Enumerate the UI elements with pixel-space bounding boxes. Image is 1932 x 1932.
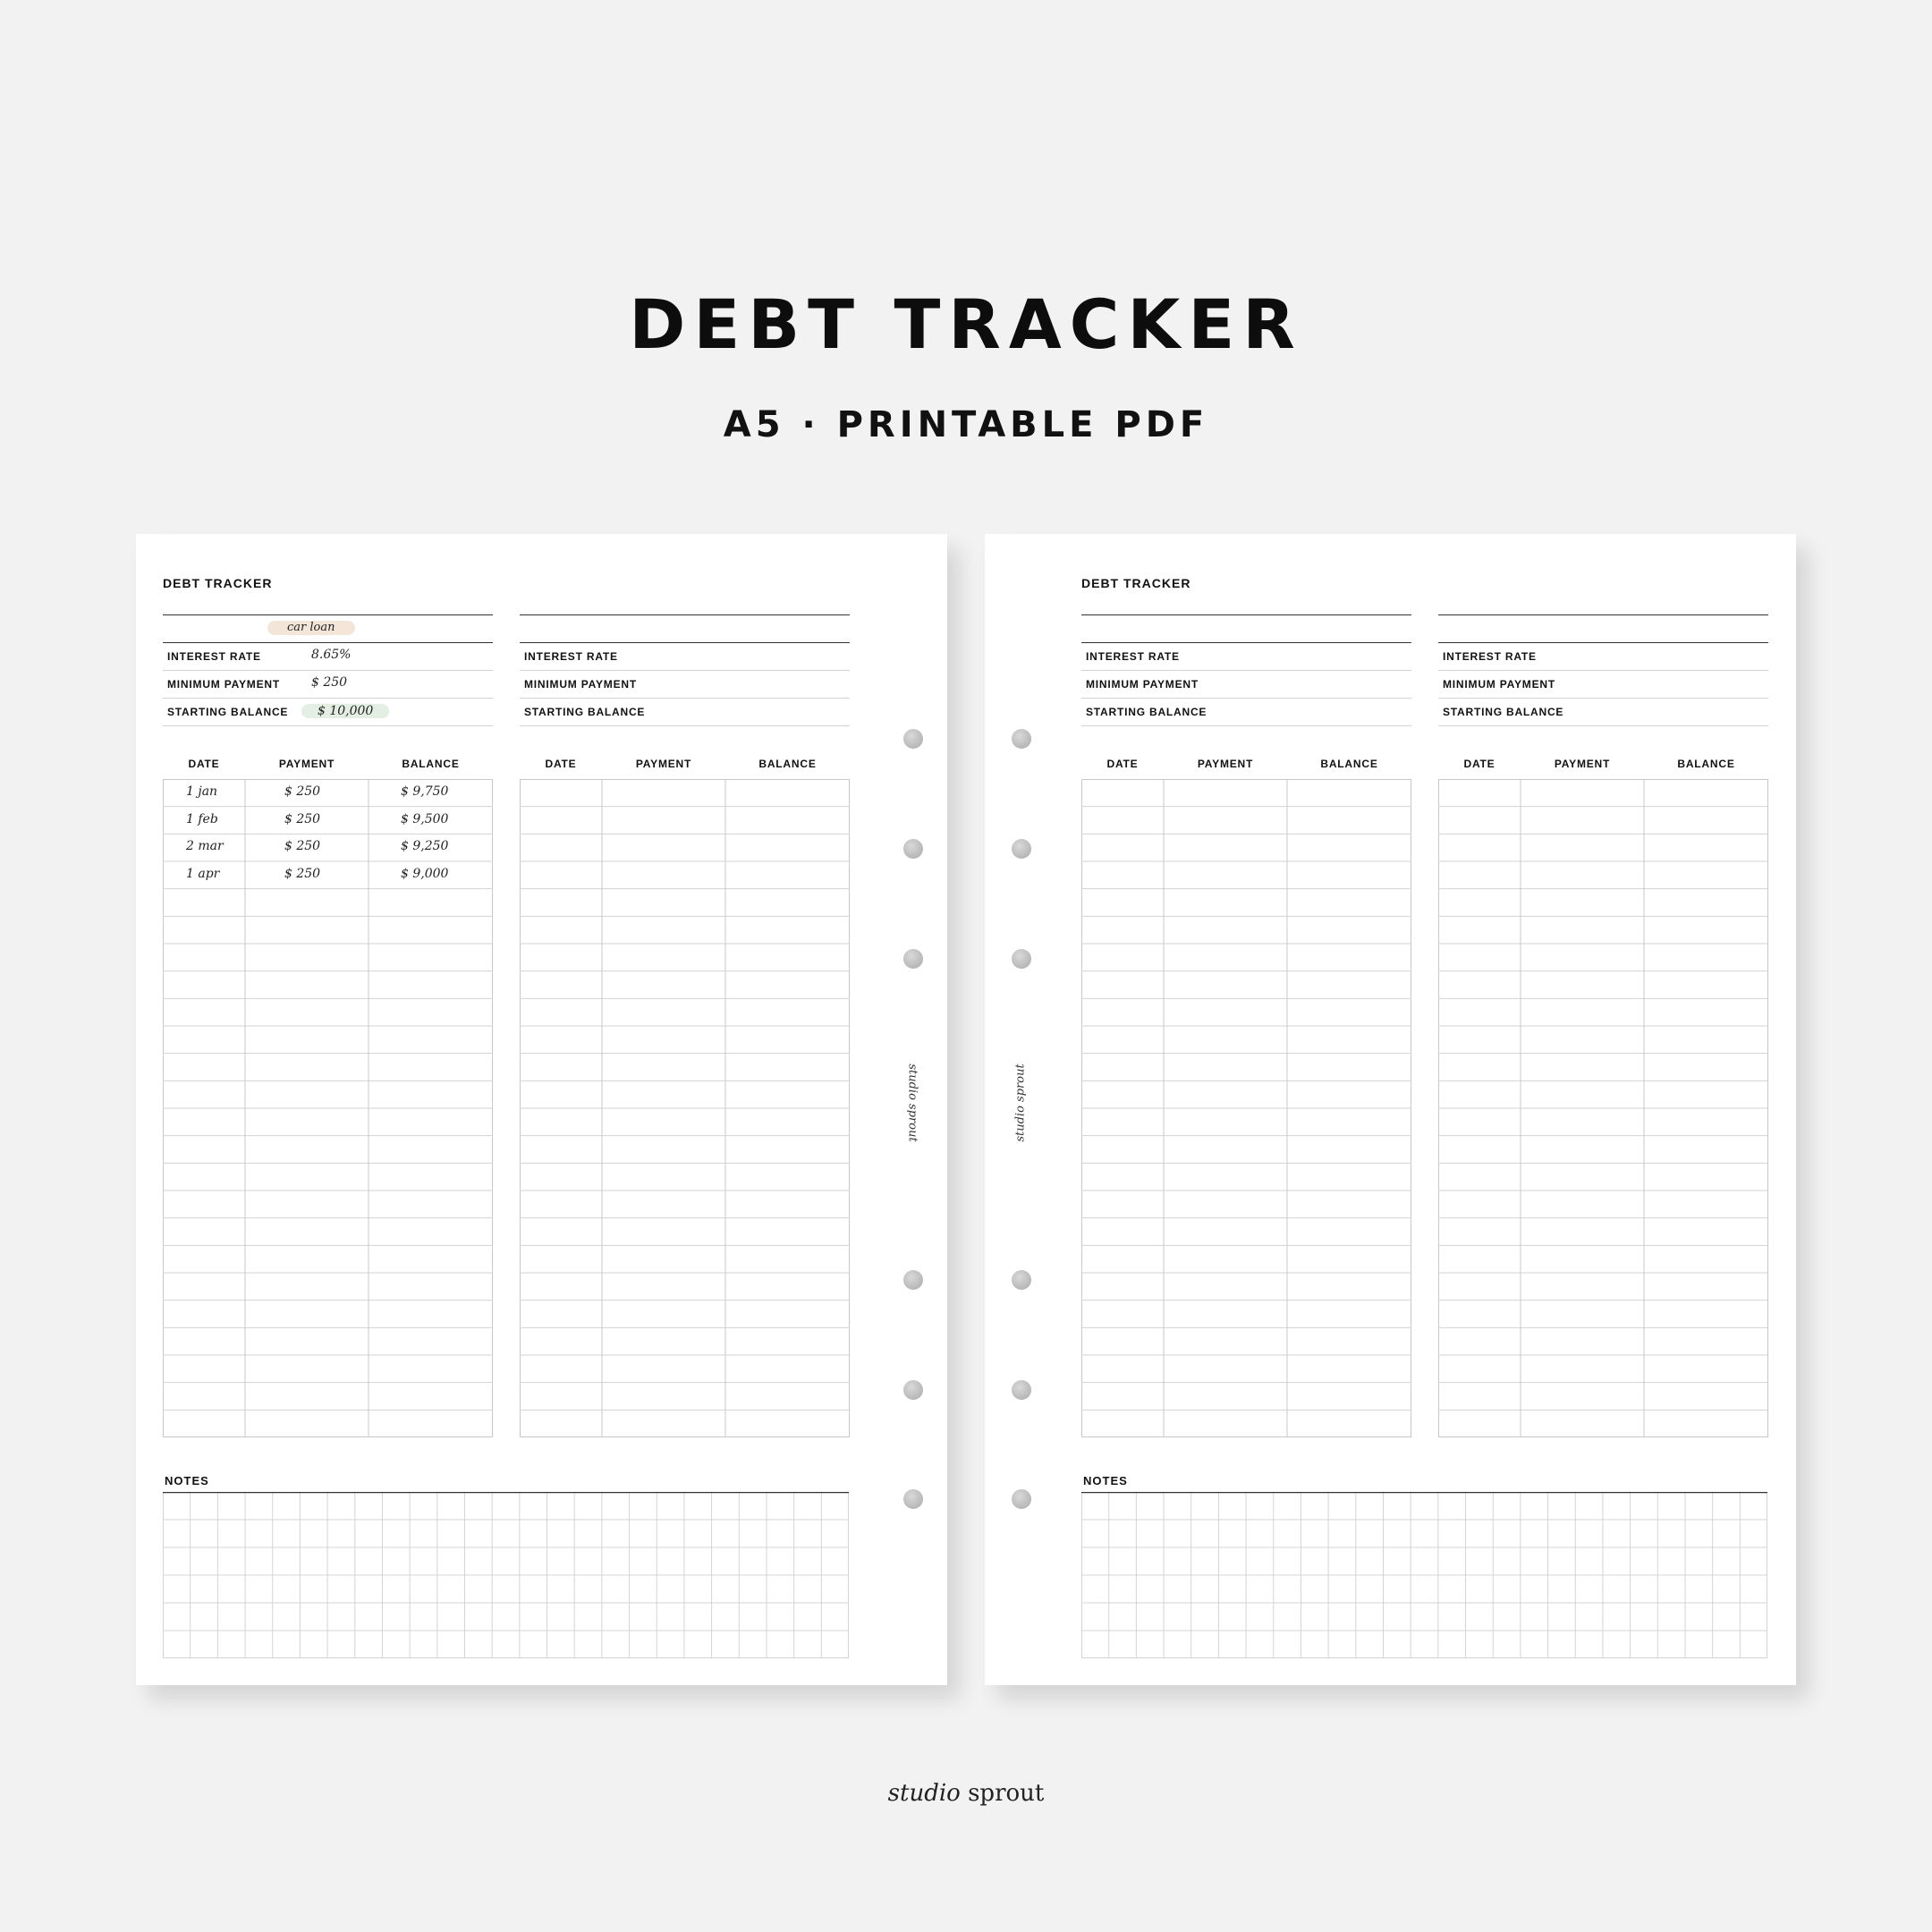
entry-payment: $ 250 [284, 784, 321, 799]
entry-balance: $ 9,500 [401, 811, 449, 826]
minimum-payment-row-label: MINIMUM PAYMENT [167, 678, 280, 691]
notes-grid[interactable] [1081, 1492, 1767, 1658]
interest-rate-row[interactable] [163, 643, 493, 671]
minimum-payment-row-value: $ 250 [311, 675, 348, 690]
entry-payment: $ 250 [284, 839, 321, 854]
column-header-date: DATE [545, 758, 577, 770]
page-title: DEBT TRACKER [163, 576, 273, 590]
column-header-date: DATE [1106, 758, 1139, 770]
entry-date: 1 apr [186, 867, 220, 881]
debt-info-block [163, 614, 493, 726]
minimum-payment-row[interactable] [520, 671, 850, 699]
entry-balance: $ 9,750 [401, 784, 449, 799]
debt-name-value: car loan [267, 621, 355, 635]
starting-balance-row-label: STARTING BALANCE [167, 706, 289, 718]
minimum-payment-row[interactable] [1081, 671, 1411, 699]
binder-hole [1012, 839, 1031, 859]
interest-rate-row-label: INTEREST RATE [1086, 650, 1180, 663]
main-title: DEBT TRACKER [629, 284, 1303, 364]
binder-hole [903, 1270, 923, 1290]
interest-rate-row-value: 8.65% [311, 648, 352, 662]
interest-rate-row[interactable] [520, 643, 850, 671]
column-header-payment: PAYMENT [278, 758, 335, 770]
column-header-date: DATE [188, 758, 220, 770]
column-header-balance: BALANCE [402, 758, 460, 770]
notes-grid-lines [163, 1492, 849, 1658]
page-left [136, 534, 947, 1685]
notes-grid-lines [1081, 1492, 1767, 1658]
starting-balance-row[interactable] [520, 699, 850, 726]
binder-hole [1012, 1380, 1031, 1400]
starting-balance-row-label: STARTING BALANCE [524, 706, 646, 718]
debt-info-block [520, 614, 850, 726]
page-right [985, 534, 1796, 1685]
binder-hole [903, 1380, 923, 1400]
binder-hole [1012, 1489, 1031, 1509]
minimum-payment-row-label: MINIMUM PAYMENT [524, 678, 637, 691]
starting-balance-row[interactable] [1081, 699, 1411, 726]
debt-name-field[interactable] [1081, 614, 1411, 643]
starting-balance-row-value: $ 10,000 [301, 704, 389, 718]
interest-rate-row[interactable] [1081, 643, 1411, 671]
tracker-table-grid [1081, 779, 1411, 1437]
brand-vertical-text: studio sprout [1013, 1063, 1028, 1142]
starting-balance-row[interactable] [163, 699, 493, 726]
minimum-payment-row[interactable] [1438, 671, 1768, 699]
entry-date: 2 mar [186, 839, 224, 854]
entry-payment: $ 250 [284, 867, 321, 881]
entry-date: 1 jan [186, 784, 218, 799]
starting-balance-row[interactable] [1438, 699, 1768, 726]
notes-label: NOTES [1083, 1474, 1128, 1487]
entry-payment: $ 250 [284, 811, 321, 826]
binder-hole [1012, 1270, 1031, 1290]
entry-balance: $ 9,250 [401, 839, 449, 854]
table-grid-lines [520, 779, 850, 1437]
tracker-table-grid [163, 779, 493, 1437]
brand-footer-italic: studio [887, 1780, 961, 1807]
binder-hole [903, 839, 923, 859]
table-column-headers [1081, 758, 1411, 775]
brand-footer-regular: sprout [968, 1780, 1045, 1807]
tracker-table-grid [1438, 779, 1768, 1437]
column-header-balance: BALANCE [758, 758, 817, 770]
binder-hole [903, 1489, 923, 1509]
debt-name-field[interactable] [1438, 614, 1768, 643]
starting-balance-row-label: STARTING BALANCE [1443, 706, 1564, 718]
table-column-headers [1438, 758, 1768, 775]
subtitle: A5 · PRINTABLE PDF [723, 404, 1209, 445]
binder-hole [1012, 729, 1031, 749]
binder-hole [903, 729, 923, 749]
entry-date: 1 feb [186, 811, 218, 826]
table-column-headers [520, 758, 850, 775]
tracker-table-grid [520, 779, 850, 1437]
starting-balance-row-label: STARTING BALANCE [1086, 706, 1208, 718]
interest-rate-row-label: INTEREST RATE [167, 650, 261, 663]
column-header-balance: BALANCE [1320, 758, 1378, 770]
column-header-payment: PAYMENT [1554, 758, 1611, 770]
notes-grid[interactable] [163, 1492, 849, 1658]
page-title: DEBT TRACKER [1081, 576, 1191, 590]
column-header-date: DATE [1463, 758, 1496, 770]
debt-name-field[interactable] [163, 614, 493, 643]
notes-label: NOTES [165, 1474, 209, 1487]
binder-hole [903, 949, 923, 969]
table-grid-lines [1081, 779, 1411, 1437]
column-header-payment: PAYMENT [635, 758, 692, 770]
brand-footer [0, 1780, 1932, 1807]
minimum-payment-row-label: MINIMUM PAYMENT [1443, 678, 1555, 691]
column-header-payment: PAYMENT [1197, 758, 1254, 770]
interest-rate-row-label: INTEREST RATE [1443, 650, 1537, 663]
table-column-headers [163, 758, 493, 775]
brand-vertical-text: studio sprout [905, 1063, 919, 1142]
entry-balance: $ 9,000 [401, 867, 449, 881]
minimum-payment-row[interactable] [163, 671, 493, 699]
table-grid-lines [1438, 779, 1768, 1437]
binder-hole [1012, 949, 1031, 969]
debt-info-block [1081, 614, 1411, 726]
interest-rate-row[interactable] [1438, 643, 1768, 671]
interest-rate-row-label: INTEREST RATE [524, 650, 618, 663]
debt-info-block [1438, 614, 1768, 726]
minimum-payment-row-label: MINIMUM PAYMENT [1086, 678, 1199, 691]
debt-name-field[interactable] [520, 614, 850, 643]
column-header-balance: BALANCE [1677, 758, 1735, 770]
